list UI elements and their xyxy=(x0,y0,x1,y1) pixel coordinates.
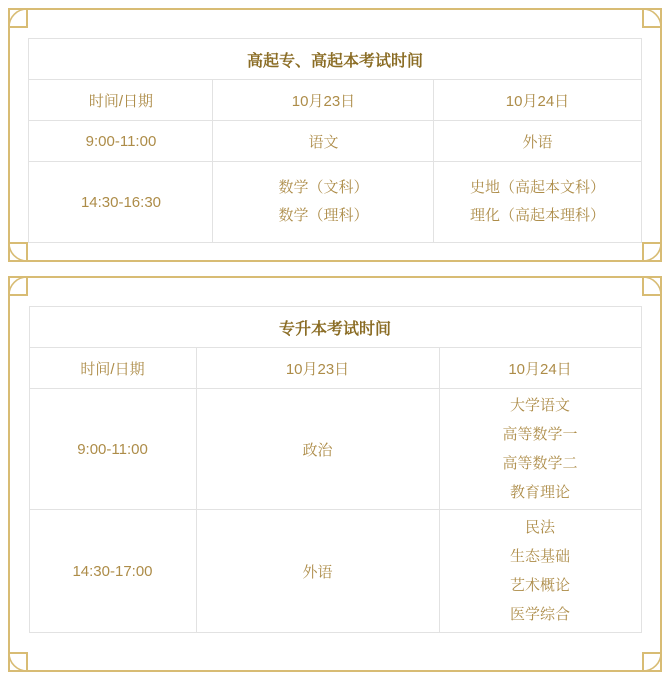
subject-cell xyxy=(434,162,641,243)
subject-line: 高等数学一 xyxy=(502,426,578,443)
corner-ornament-icon xyxy=(8,652,28,672)
corner-ornament-icon xyxy=(642,276,662,296)
subject-cell: 政治 xyxy=(196,389,439,510)
subject-cell xyxy=(439,510,641,633)
header-cell-time-date: 时间/日期 xyxy=(29,348,196,389)
header-cell-oct24: 10月24日 xyxy=(434,80,641,121)
table-header-row xyxy=(29,80,641,121)
corner-ornament-icon xyxy=(8,242,28,262)
subject-line: 教育理论 xyxy=(509,484,570,501)
corner-ornament-icon xyxy=(8,8,28,28)
subject-cell xyxy=(439,389,641,510)
subject-line: 医学综合 xyxy=(509,606,570,623)
subject-cell: 外语 xyxy=(434,121,641,162)
time-cell: 14:30-17:00 xyxy=(29,510,196,633)
table-title: 专升本考试时间 xyxy=(29,307,641,348)
subject-line: 史地（高起本文科） xyxy=(469,179,605,196)
table-row xyxy=(29,162,641,243)
corner-ornament-icon xyxy=(642,242,662,262)
table-title: 高起专、高起本考试时间 xyxy=(29,39,641,80)
subject-line: 民法 xyxy=(524,519,555,536)
subject-line: 理化（高起本理科） xyxy=(469,207,605,224)
exam-table-gaoqi xyxy=(28,38,641,243)
table-row xyxy=(29,121,641,162)
table-row xyxy=(29,389,641,510)
time-cell: 9:00-11:00 xyxy=(29,121,213,162)
subject-line: 数学（理科） xyxy=(278,207,369,224)
table-header-row xyxy=(29,348,641,389)
header-cell-oct23: 10月23日 xyxy=(213,80,434,121)
exam-schedule-panel-1 xyxy=(8,8,662,262)
header-cell-time-date: 时间/日期 xyxy=(29,80,213,121)
subject-line: 数学（文科） xyxy=(278,179,369,196)
table-row xyxy=(29,510,641,633)
subject-line: 高等数学二 xyxy=(502,455,578,472)
subject-cell xyxy=(213,162,434,243)
subject-line: 大学语文 xyxy=(509,397,570,414)
subject-line: 生态基础 xyxy=(509,548,570,565)
exam-schedule-panel-2 xyxy=(8,276,662,672)
header-cell-oct24: 10月24日 xyxy=(439,348,641,389)
corner-ornament-icon xyxy=(8,276,28,296)
header-cell-oct23: 10月23日 xyxy=(196,348,439,389)
corner-ornament-icon xyxy=(642,652,662,672)
subject-cell: 外语 xyxy=(196,510,439,633)
time-cell: 14:30-16:30 xyxy=(29,162,213,243)
corner-ornament-icon xyxy=(642,8,662,28)
exam-table-zhuanshengben xyxy=(29,306,642,633)
subject-cell: 语文 xyxy=(213,121,434,162)
subject-line: 艺术概论 xyxy=(509,577,570,594)
time-cell: 9:00-11:00 xyxy=(29,389,196,510)
